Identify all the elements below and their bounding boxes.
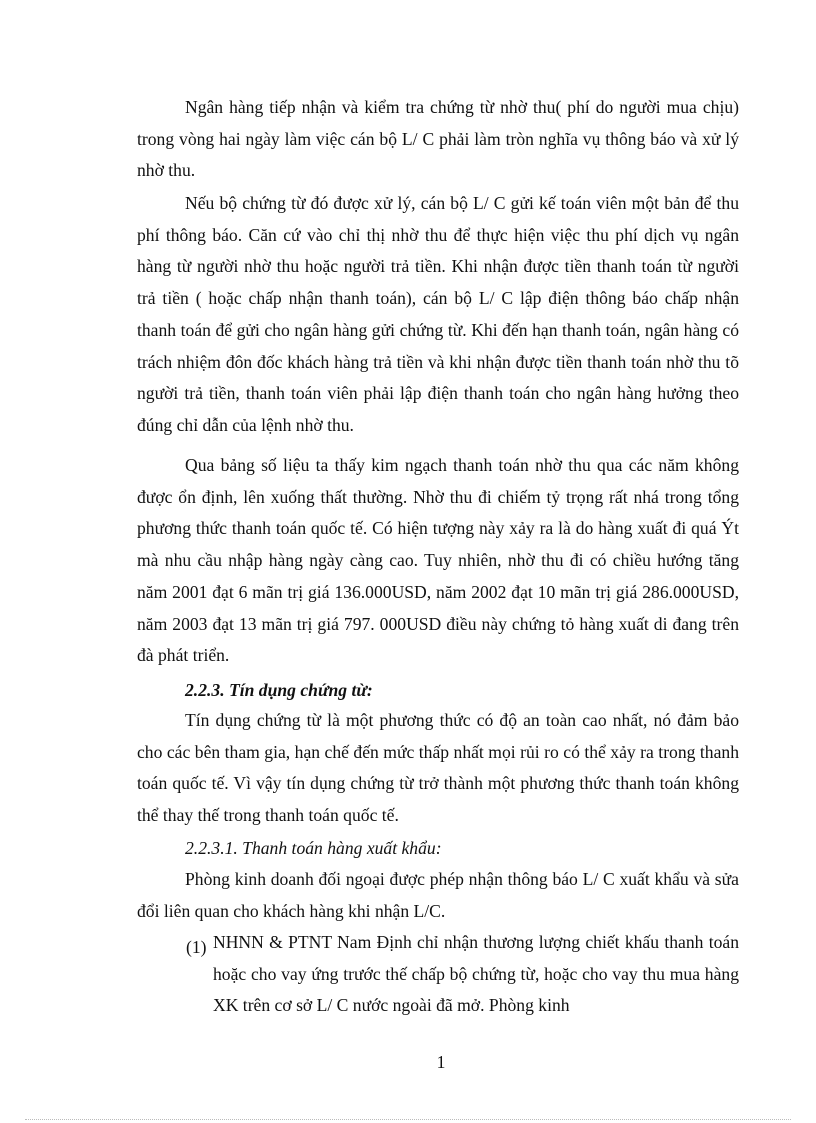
paragraph-collection-receipt: Ngân hàng tiếp nhận và kiểm tra chứng từ nhờ thu( phí do người mua chịu) trong vòng hai ngày làm việc cán bộ L/ C phải làm tròn nghĩa vụ thông báo và xử lý nhờ thu. xyxy=(137,97,739,181)
list-item-marker: (1) xyxy=(186,937,207,957)
paragraph-statistics-analysis: Qua bảng số liệu ta thấy kim ngạch thanh toán nhờ thu qua các năm không được ổn định, lên xuống thất thường. Nhờ thu đi chiếm tỷ trọng rất nhá trong tổng phương thức thanh toán quốc tế. Có hiện tượng này xảy ra là do hàng xuất đi quá Ýt mà nhu cầu nhập hàng ngày càng cao. Tuy nhiên, nhờ thu đi có chiều hướng tăng năm 2001 đạt 6 mãn trị giá 136.000USD, năm 2002 đạt 10 mãn trị giá 286.000USD, năm 2003 đạt 13 mãn trị giá 797. 000USD điều này chứng tỏ hàng xuất di đang trên đà phát triển. xyxy=(137,455,739,666)
paragraph-documentary-credit: Tín dụng chứng từ là một phương thức có độ an toàn cao nhất, nó đảm bảo cho các bên tham gia, hạn chế đến mức thấp nhất mọi rủi ro có thể xảy ra trong thanh toán quốc tế. Vì vậy tín dụng chứng từ trở thành một phương thức thanh toán không thể thay thế trong thanh toán quốc tế. xyxy=(137,710,739,826)
paragraph-document-processing: Nếu bộ chứng từ đó được xử lý, cán bộ L/ C gửi kế toán viên một bản để thu phí thông báo. Căn cứ vào chỉ thị nhờ thu để thực hiện việc thu phí dịch vụ ngân hàng từ người nhờ thu hoặc người trả tiền. Khi nhận được tiền thanh toán từ người trả tiền ( hoặc chấp nhận thanh toán), cán bộ L/ C lập điện thông báo chấp nhận thanh toán để gửi cho ngân hàng gửi chứng từ. Khi đến hạn thanh toán, ngân hàng có trách nhiệm đôn đốc khách hàng trả tiền và khi nhận được tiền thanh toán nhờ thu tõ người trả tiền, thanh toán viên phải lập điện thanh toán cho ngân hàng hưởng theo đúng chỉ dẫn của lệnh nhờ thu. xyxy=(137,193,739,435)
footer-divider xyxy=(25,1119,791,1120)
section-heading: 2.2.3. Tín dụng chứng từ: xyxy=(185,680,373,700)
list-item-text: NHNN & PTNT Nam Định chỉ nhận thương lượng chiết khấu thanh toán hoặc cho vay ứng trước thế chấp bộ chứng từ, hoặc cho vay thu mua hàng XK trên cơ sở L/ C nước ngoài đã mở. Phòng kinh xyxy=(213,932,739,1016)
page-number: 1 xyxy=(436,1052,446,1072)
paragraph-export-payment: Phòng kinh doanh đối ngoại được phép nhận thông báo L/ C xuất khẩu và sửa đổi liên quan cho khách hàng khi nhận L/C. xyxy=(137,869,739,921)
subsection-heading: 2.2.3.1. Thanh toán hàng xuất khẩu: xyxy=(185,838,442,858)
